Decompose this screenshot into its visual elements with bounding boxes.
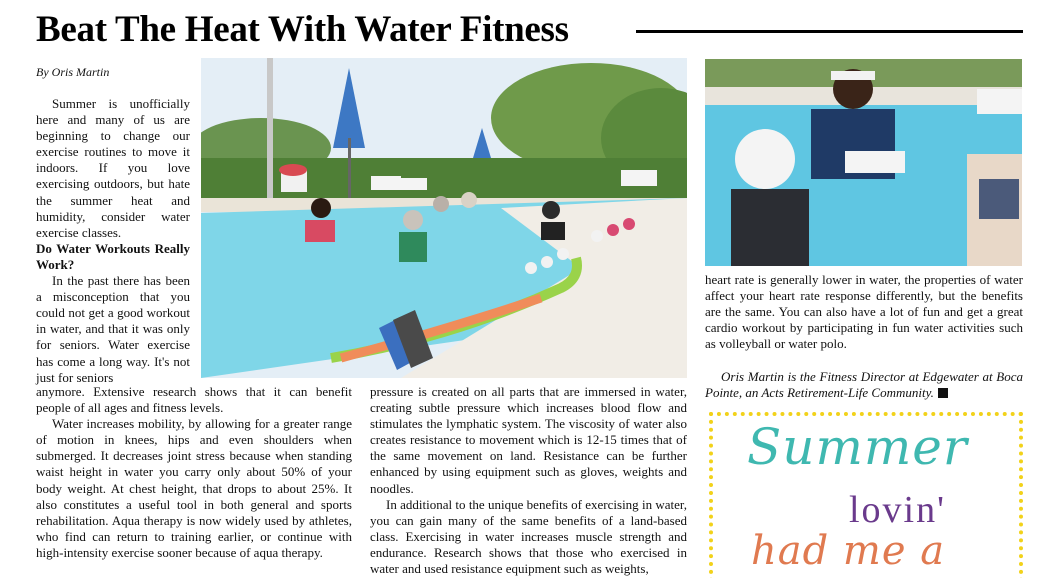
- column-1-top: [36, 96, 190, 386]
- paragraph-misconception: In the past there has been a misconception that you could not get a good workout in water, and that it was only for seniors. Water exercise has come a long way. It's not just for seniors: [36, 273, 190, 385]
- promo-line-2: lovin': [849, 489, 946, 531]
- author-credit-text: Oris Martin is the Fitness Director at Edgewater at Boca Pointe, an Acts Retirement-Life Community.: [705, 369, 1023, 401]
- pool-class-photo: [201, 58, 687, 378]
- author-credit: [705, 369, 1023, 401]
- instructor-photo: [705, 59, 1022, 266]
- promo-line-1: Summer: [747, 418, 968, 476]
- paragraph-land-benefits: In additional to the unique benefits of exercising in water, you can gain many of the same benefits of a land-based class. Exercising in water increases muscle strength and endurance. Research shows that those who exercised in water and used resistance equipment such as weights,: [370, 496, 687, 577]
- paragraph-pressure: pressure is created on all parts that are immersed in water, creating subtle pressure which increases blood flow and stimulates the lymphatic system. The viscosity of water also creates resistance to movement which is 12-15 times that of the same movement on land. Resistance can be further enhanced by using equipment such as gloves, weights and noodles.: [370, 384, 687, 496]
- paragraph-heart-rate: heart rate is generally lower in water, the properties of water affect your heart rate response differently, but the benefits are the same. You can also have a lot of fun and get a great cardio workout by participating in fun water activities such as volleyball or water polo.: [705, 272, 1023, 352]
- article-headline: Beat The Heat With Water Fitness: [36, 9, 569, 50]
- paragraph-intro: Summer is unofficially here and many of us are beginning to change our exercise routines to move it indoors. If you love exercising outdoors, but hate the summer heat and humidity, consider water exercise classes.: [36, 96, 190, 240]
- end-mark: [938, 388, 948, 398]
- column-3: [705, 272, 1023, 352]
- headline-rule: [636, 30, 1023, 33]
- article-byline: By Oris Martin: [36, 65, 110, 79]
- promo-line-3: had me a: [751, 528, 946, 574]
- column-1-bottom: [36, 384, 352, 561]
- summer-promo-box: [709, 412, 1023, 578]
- paragraph-mobility: Water increases mobility, by allowing for a greater range of motion in knees, hips and even shoulders when submerged. It decreases joint stress because when standing waist height in water you carry only about 50% of your body weight. At chest height, that drops to about 25%. It also constitutes a useful tool in both general and sports rehabilitation. Aqua therapy is now widely used by athletes, who find can return to training earlier, or continue with high-intensity exercise sooner because of aqua therapy.: [36, 416, 352, 560]
- paragraph-misconception-continued: anymore. Extensive research shows that it can benefit people of all ages and fitness levels.: [36, 384, 352, 416]
- subheading: Do Water Workouts Really Work?: [36, 240, 190, 272]
- column-2: [370, 384, 687, 577]
